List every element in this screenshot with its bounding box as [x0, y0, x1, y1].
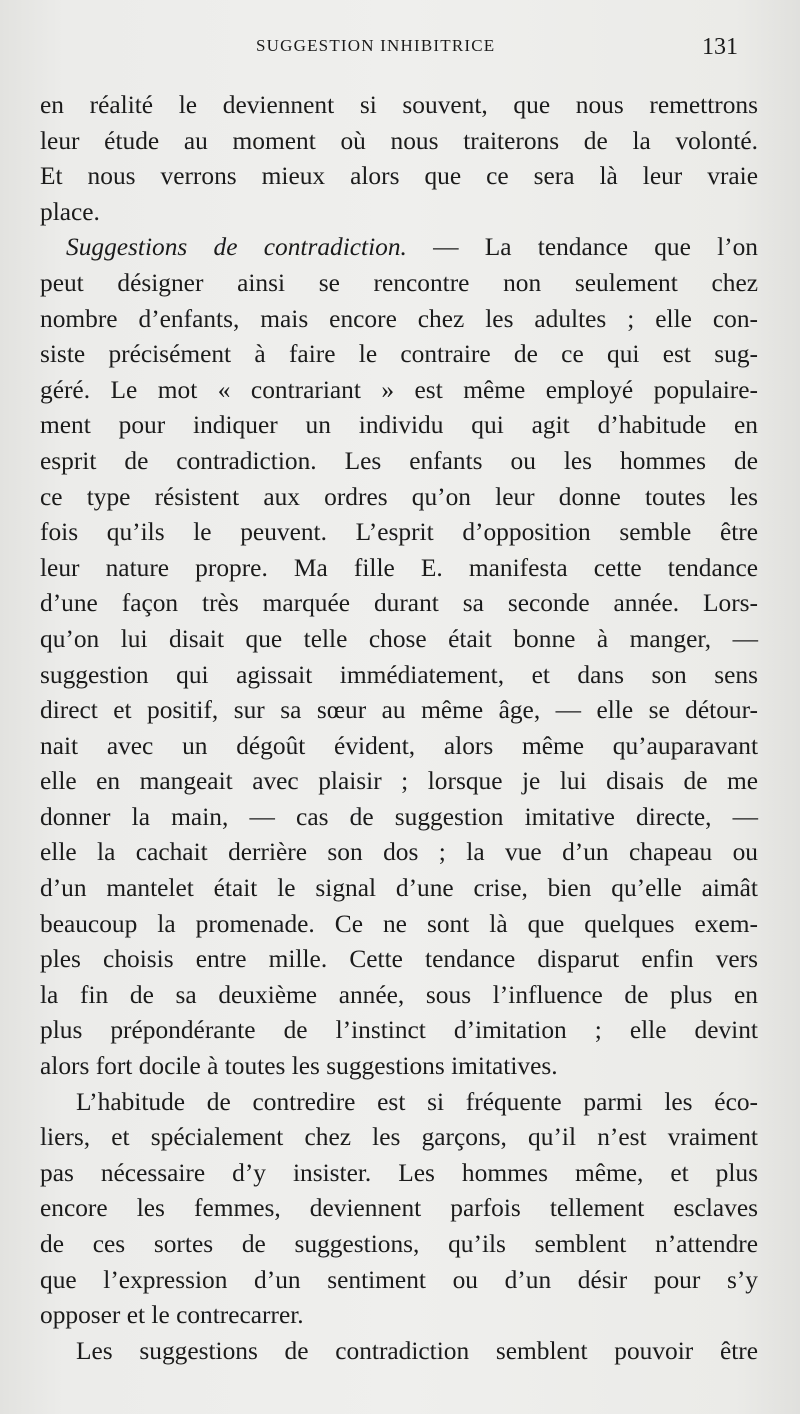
running-title: SUGGESTION INHIBITRICE — [256, 36, 496, 55]
text-line: la fin de sa deuxième année, sous l’influence de plus en — [40, 980, 758, 1009]
text-line: liers, et spécialement chez les garçons, qu’il n’est vraiment — [40, 1123, 758, 1152]
text-line: L’habitude de contredire est si fréquente parmi les éco- — [76, 1087, 758, 1116]
text-line: beaucoup la promenade. Ce ne sont là que quelques exem- — [40, 909, 758, 938]
text-line: siste précisément à faire le contraire de ce qui est sug- — [40, 340, 758, 369]
text-line: suggestion qui agissait immédiatement, et dans son sens — [40, 660, 758, 689]
text-fragment: — La tendance que l’on — [406, 233, 759, 262]
text-line: leur nature propre. Ma fille E. manifesta cette tendance — [40, 553, 758, 582]
text-line: leur étude au moment où nous traiterons de la volonté. — [40, 126, 758, 155]
page-number: 131 — [702, 34, 738, 60]
text-line: Et nous verrons mieux alors que ce sera là leur vraie — [40, 162, 758, 191]
text-line: encore les femmes, deviennent parfois tellement esclaves — [40, 1194, 758, 1223]
text-line: qu’on lui disait que telle chose était bonne à manger, — — [40, 624, 758, 653]
text-line: fois qu’ils le peuvent. L’esprit d’opposition semble être — [40, 518, 758, 547]
text-line: en réalité le deviennent si souvent, que nous remettrons — [40, 91, 758, 119]
text-line: donner la main, — cas de suggestion imitative directe, — — [40, 802, 758, 831]
text-line: place. — [40, 197, 100, 226]
text-line: d’un mantelet était le signal d’une crise, bien qu’elle aimât — [40, 874, 758, 903]
text-line: pas nécessaire d’y insister. Les hommes même, et plus — [40, 1158, 758, 1187]
text-line: elle la cachait derrière son dos ; la vue d’un chapeau ou — [40, 838, 758, 867]
text-line: nombre d’enfants, mais encore chez les adultes ; elle con- — [40, 304, 758, 333]
text-line: géré. Le mot « contrariant » est même employé populaire- — [40, 375, 758, 404]
text-line: d’une façon très marquée durant sa seconde année. Lors- — [40, 589, 758, 618]
text-line: ce type résistent aux ordres qu’on leur donne toutes les — [40, 482, 758, 511]
text-line: Les suggestions de contradiction semblent pouvoir être — [76, 1336, 758, 1365]
text-line: que l’expression d’un sentiment ou d’un désir pour s’y — [40, 1265, 758, 1294]
text-line: elle en mangeait avec plaisir ; lorsque je lui disais de me — [40, 767, 758, 796]
text-line: plus prépondérante de l’instinct d’imitation ; elle devint — [40, 1016, 758, 1045]
text-line: peut désigner ainsi se rencontre non seulement chez — [40, 268, 758, 297]
text-line: ment pour indiquer un individu qui agit d’habitude en — [40, 411, 758, 440]
text-line: alors fort docile à toutes les suggestions imitatives. — [40, 1052, 558, 1081]
text-line: esprit de contradiction. Les enfants ou les hommes de — [40, 446, 758, 475]
text-line: ples choisis entre mille. Cette tendance disparut enfin vers — [40, 945, 758, 974]
body-text — [40, 88, 758, 1369]
running-head — [0, 34, 800, 64]
text-line: opposer et le contrecarrer. — [40, 1301, 304, 1330]
text-line: nait avec un dégoût évident, alors même qu’auparavant — [40, 731, 758, 760]
section-heading-line — [40, 230, 758, 266]
text-line: direct et positif, sur sa sœur au même âge, — elle se détour- — [40, 696, 758, 725]
text-line: de ces sortes de suggestions, qu’ils semblent n’attendre — [40, 1230, 758, 1258]
section-heading: Suggestions de contradiction. — [66, 233, 407, 262]
